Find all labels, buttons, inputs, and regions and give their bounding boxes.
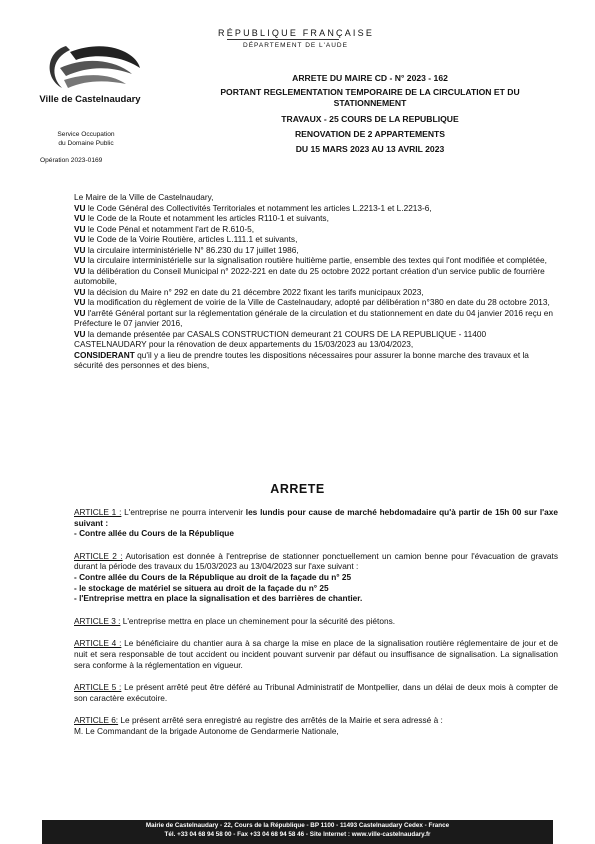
article-item: - Contre allée du Cours de la République xyxy=(74,528,234,539)
decree-titles xyxy=(160,73,580,155)
vu-text: l'arrêté Général portant sur la réglementation générale de la circulation et du stationnement en date du 04 janvier 2016 reçu en Préfecture le 07 janvier 2016, xyxy=(74,307,553,328)
decree-number: ARRETE DU MAIRE CD - N° 2023 - 162 xyxy=(292,73,448,83)
republic-header: RÉPUBLIQUE FRANÇAISE xyxy=(218,28,375,38)
vu-item xyxy=(74,213,558,224)
vu-text: qu'il y a lieu de prendre toutes les dispositions nécessaires pour assurer la bonne marche des travaux et la sécurité des personnes et des biens, xyxy=(74,349,529,370)
vu-keyword: VU xyxy=(74,234,86,244)
vu-item xyxy=(74,308,558,329)
footer-contact: Tél. +33 04 68 94 58 00 - Fax +33 04 68 94 58 46 - Site Internet : www.ville-castelnaudary.fr xyxy=(164,830,431,838)
article-text-bold: les lundis pour cause de marché hebdomadaire qu'à partir de 15h 00 sur l'axe suivant : xyxy=(74,507,559,528)
vu-keyword: VU xyxy=(74,223,86,234)
article-item: - le stockage de matériel se situera au droit de la façade du n° 25 xyxy=(74,582,329,593)
preamble-intro: Le Maire de la Ville de Castelnaudary, xyxy=(74,192,214,202)
town-name: Ville de Castelnaudary xyxy=(39,94,141,105)
article-3 xyxy=(74,616,558,627)
vu-keyword: VU xyxy=(74,255,86,265)
service-line: Service Occupation xyxy=(57,131,115,138)
service-block xyxy=(26,131,146,148)
vu-keyword: CONSIDERANT xyxy=(74,349,135,360)
works-description: RENOVATION DE 2 APPARTEMENTS xyxy=(294,128,446,139)
footer-address: Mairie de Castelnaudary - 22, Cours de la République - BP 1100 - 11493 Castelnaudary Cedex - France xyxy=(145,822,450,829)
decree-subject: PORTANT REGLEMENTATION TEMPORAIRE DE LA CIRCULATION ET DU xyxy=(220,87,520,98)
vu-keyword: VU xyxy=(74,297,86,307)
vu-item xyxy=(74,203,558,214)
vu-text: le Code de la Voirie Routière, articles L.111.1 et suivants, xyxy=(85,234,298,244)
article-5 xyxy=(74,682,558,703)
article-item: - l'Entreprise mettra en place la signalisation et des barrières de chantier. xyxy=(74,593,363,604)
vu-keyword: VU xyxy=(74,286,86,297)
vu-item xyxy=(74,350,558,371)
header-divider xyxy=(227,39,339,40)
vu-item xyxy=(74,287,558,298)
vu-text: le Code Pénal et notamment l'art de R.610-5, xyxy=(85,223,255,234)
vu-keyword: VU xyxy=(74,202,86,213)
article-text: Autorisation est donnée à l'entreprise de stationner ponctuellement un camion benne pour l'évacuation de gravats durant la période des travaux du 15/03/2023 au 13/04/2023 sur l'axe suivant : xyxy=(74,550,559,572)
preamble xyxy=(74,192,558,371)
article-text: Le bénéficiaire du chantier aura à sa charge la mise en place de la signalisation routière réglementaire de jour et de nuit et sera responsable de tout accident ou incident pouvant survenir par défaut ou insuffisance de signalisation. La signalisation sera conforme à la réglementation en vigueur. xyxy=(74,638,558,670)
vu-keyword: VU xyxy=(74,328,86,339)
department-header: DÉPARTEMENT DE L'AUDE xyxy=(243,42,348,49)
vu-item xyxy=(74,255,558,266)
works-dates: DU 15 MARS 2023 AU 13 AVRIL 2023 xyxy=(295,144,445,155)
vu-item xyxy=(74,245,558,256)
vu-list xyxy=(74,203,558,371)
article-2 xyxy=(74,551,558,604)
vu-item xyxy=(74,266,558,287)
article-item: M. Le Commandant de la brigade Autonome de Gendarmerie Nationale, xyxy=(74,725,339,736)
vu-text: la circulaire interministérielle sur la signalisation routière huitième partie, ensemble des textes qui l'ont modifiée et complétée, xyxy=(85,255,547,265)
article-6 xyxy=(74,715,558,736)
vu-keyword: VU xyxy=(74,307,86,318)
operation-number: Opération 2023-0169 xyxy=(40,157,103,164)
vu-text: la circulaire interministérielle N° 86.230 du 17 juillet 1986, xyxy=(85,244,299,255)
vu-text: la demande présentée par CASALS CONSTRUCTION demeurant 21 COURS DE LA REPUBLIQUE - 11400 CASTELNAUDARY pour la rénovation de deux appartements du 15/03/2023 au 13/04/2023, xyxy=(74,328,487,349)
vu-item xyxy=(74,234,558,245)
vu-keyword: VU xyxy=(74,265,86,276)
article-4 xyxy=(74,638,558,670)
articles xyxy=(74,507,558,737)
footer xyxy=(42,820,553,844)
article-text: Le présent arrêté sera enregistré au registre des arrêtés de la Mairie et sera adressé à : xyxy=(118,715,443,726)
article-title: ARTICLE 2 : xyxy=(74,550,123,561)
article-item: - Contre allée du Cours de la République au droit de la façade du n° 25 xyxy=(74,571,352,582)
vu-text: la modification du règlement de voirie de la Ville de Castelnaudary, adopté par délibération n°380 en date du 28 octobre 2013, xyxy=(85,297,550,307)
service-line: du Domaine Public xyxy=(58,139,114,147)
vu-item xyxy=(74,224,558,235)
article-title: ARTICLE 6: xyxy=(74,715,119,726)
decree-subject: STATIONNEMENT xyxy=(333,98,407,109)
vu-text: le Code Général des Collectivités Territoriales et notamment les articles L.2213-1 et L.2213-6, xyxy=(85,202,432,213)
vu-item xyxy=(74,297,558,308)
castelnaudary-logo xyxy=(36,38,146,102)
vu-text: le Code de la Route et notamment les articles R110-1 et suivants, xyxy=(85,213,329,223)
vu-text: la délibération du Conseil Municipal n° 2022-221 en date du 25 octobre 2022 portant création d'un service public de fourrière automobile, xyxy=(74,265,545,286)
article-title: ARTICLE 4 : xyxy=(74,638,122,649)
article-text: L'entreprise mettra en place un cheminement pour la sécurité des piétons. xyxy=(120,615,396,626)
article-1 xyxy=(74,507,558,539)
vu-keyword: VU xyxy=(74,244,86,255)
vu-item xyxy=(74,329,558,350)
arrete-heading: ARRETE xyxy=(270,482,325,496)
works-title: TRAVAUX - 25 COURS DE LA REPUBLIQUE xyxy=(281,113,459,124)
article-text: L'entreprise ne pourra intervenir xyxy=(121,507,246,517)
article-title: ARTICLE 1 : xyxy=(74,507,122,517)
vu-text: la décision du Maire n° 292 en date du 21 décembre 2022 fixant les tarifs municipaux 2023, xyxy=(85,286,424,297)
article-title: ARTICLE 3 : xyxy=(74,615,121,626)
article-text: Le présent arrêté peut être déféré au Tribunal Administratif de Montpellier, dans un délai de deux mois à compter de son caractère exécutoire. xyxy=(74,682,559,703)
vu-keyword: VU xyxy=(74,213,86,223)
article-title: ARTICLE 5 : xyxy=(74,682,122,693)
